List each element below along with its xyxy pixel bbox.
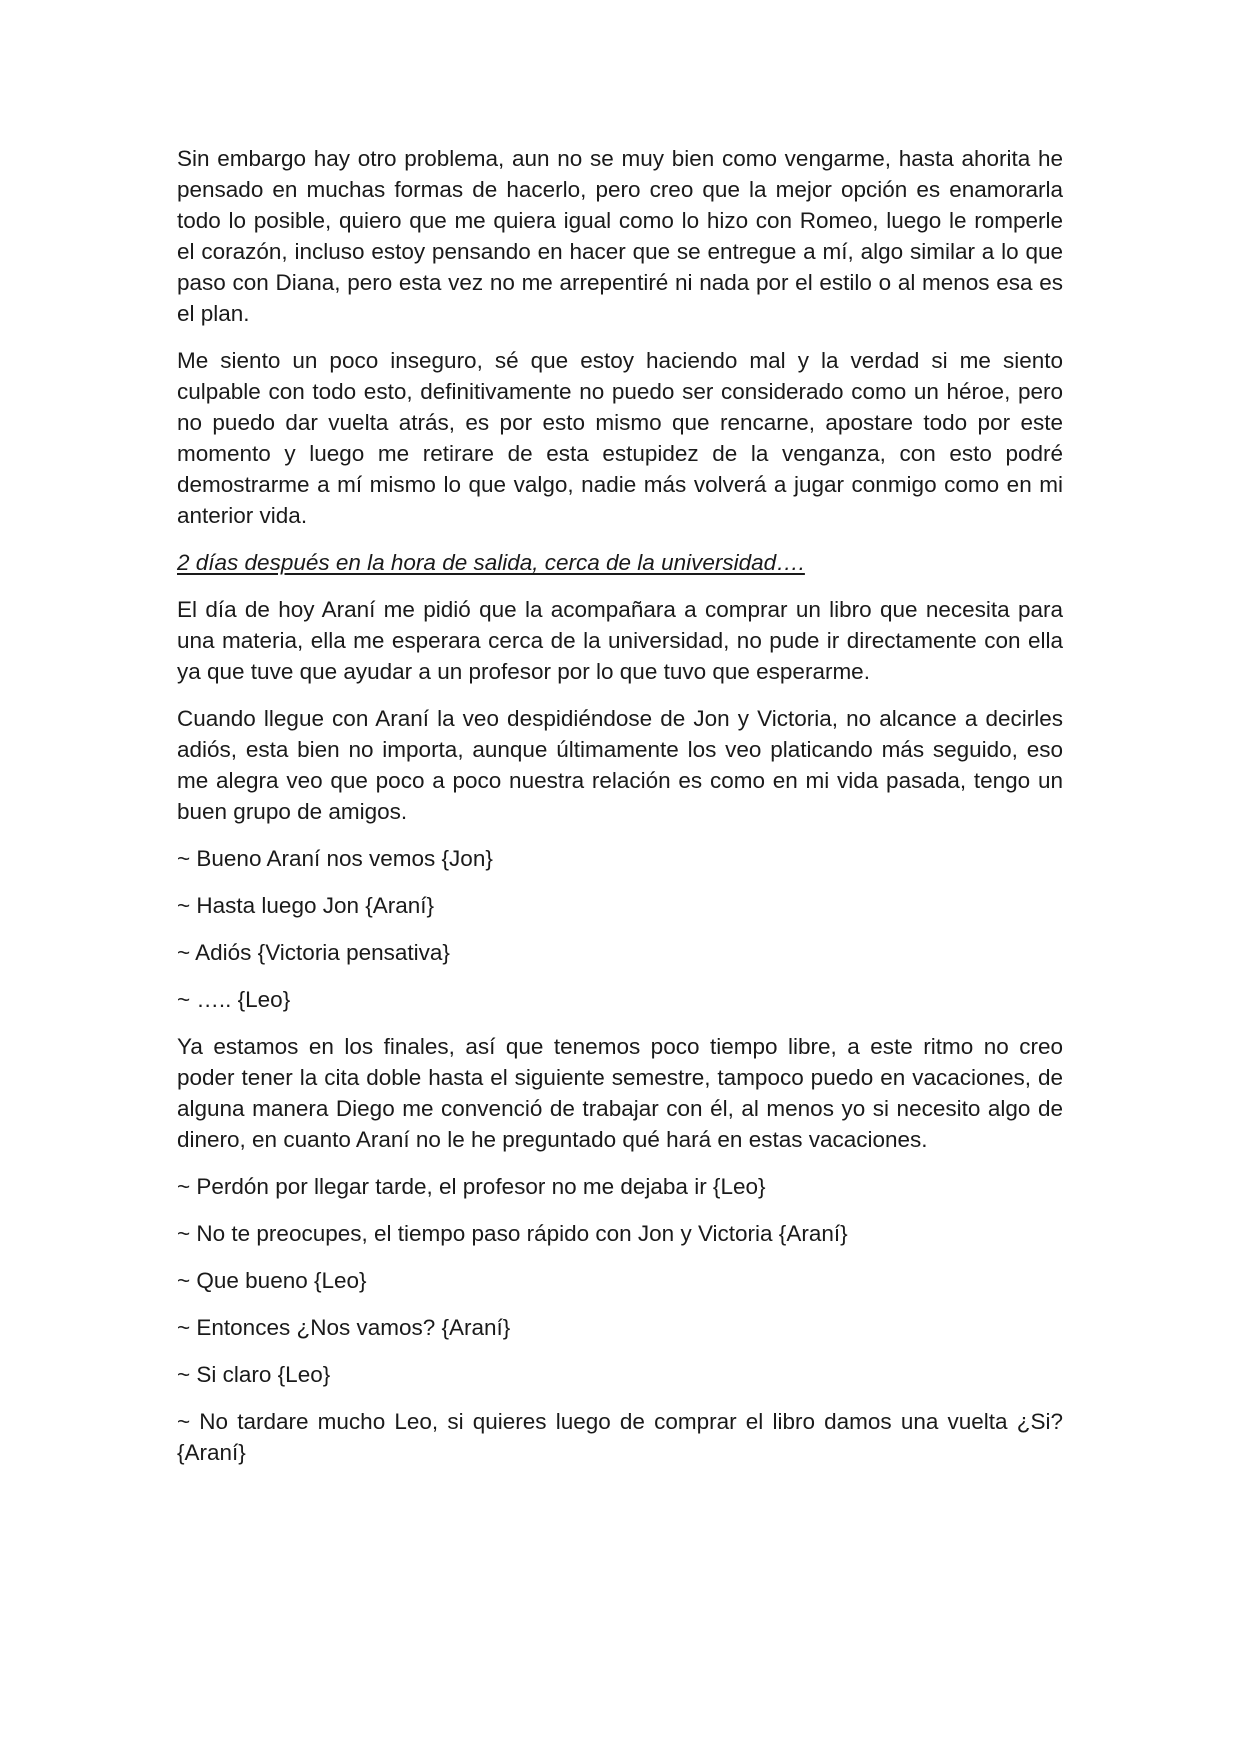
dialog-line: ~ Hasta luego Jon {Araní} xyxy=(177,893,435,918)
paragraph-revenge-plan: Sin embargo hay otro problema, aun no se muy bien como vengarme, hasta ahorita he pensado en muchas formas de hacerlo, pero creo que la mejor opción es enamorarla todo lo posible, quiero que me quiera igual como lo hizo con Romeo, luego le romperle el corazón, incluso estoy pensando en hacer que se entregue a mí, algo similar a lo que paso con Diana, pero esta vez no me arrepentiré ni nada por el estilo o al menos esa es el plan. xyxy=(177,146,1063,326)
paragraph-bookstore-request: El día de hoy Araní me pidió que la acompañara a comprar un libro que necesita para una materia, ella me esperara cerca de la universidad, no pude ir directamente con ella ya que tuve que ayudar a un profesor por lo que tuvo que esperarme. xyxy=(177,597,1063,684)
document-page xyxy=(177,143,1063,1484)
dialog-line: ~ Adiós {Victoria pensativa} xyxy=(177,940,450,965)
paragraph-insecurity: Me siento un poco inseguro, sé que estoy haciendo mal y la verdad si me siento culpable con todo esto, definitivamente no puedo ser considerado como un héroe, pero no puedo dar vuelta atrás, es por esto mismo que rencarne, apostare todo por este momento y luego me retirare de esta estupidez de la venganza, con esto podré demostrarme a mí mismo lo que valgo, nadie más volverá a jugar conmigo como en mi anterior vida. xyxy=(177,348,1063,528)
paragraph-finals: Ya estamos en los finales, así que tenemos poco tiempo libre, a este ritmo no creo poder tener la cita doble hasta el siguiente semestre, tampoco puedo en vacaciones, de alguna manera Diego me convenció de trabajar con él, al menos yo si necesito algo de dinero, en cuanto Araní no le he preguntado qué hará en estas vacaciones. xyxy=(177,1034,1063,1152)
dialog-line: ~ Entonces ¿Nos vamos? {Araní} xyxy=(177,1315,511,1340)
dialog-line: ~ Que bueno {Leo} xyxy=(177,1268,367,1293)
scene-heading: 2 días después en la hora de salida, cerca de la universidad…. xyxy=(177,550,805,575)
dialog-line: ~ No te preocupes, el tiempo paso rápido con Jon y Victoria {Araní} xyxy=(177,1221,848,1246)
dialog-line: ~ Bueno Araní nos vemos {Jon} xyxy=(177,846,493,871)
dialog-line: ~ Perdón por llegar tarde, el profesor no me dejaba ir {Leo} xyxy=(177,1174,766,1199)
dialog-line: ~ No tardare mucho Leo, si quieres luego de comprar el libro damos una vuelta ¿Si? {Araní} xyxy=(177,1409,1063,1465)
dialog-line: ~ Si claro {Leo} xyxy=(177,1362,331,1387)
paragraph-arrival: Cuando llegue con Araní la veo despidiéndose de Jon y Victoria, no alcance a decirles adiós, esta bien no importa, aunque últimamente los veo platicando más seguido, eso me alegra veo que poco a poco nuestra relación es como en mi vida pasada, tengo un buen grupo de amigos. xyxy=(177,706,1063,824)
dialog-line: ~ ….. {Leo} xyxy=(177,987,291,1012)
